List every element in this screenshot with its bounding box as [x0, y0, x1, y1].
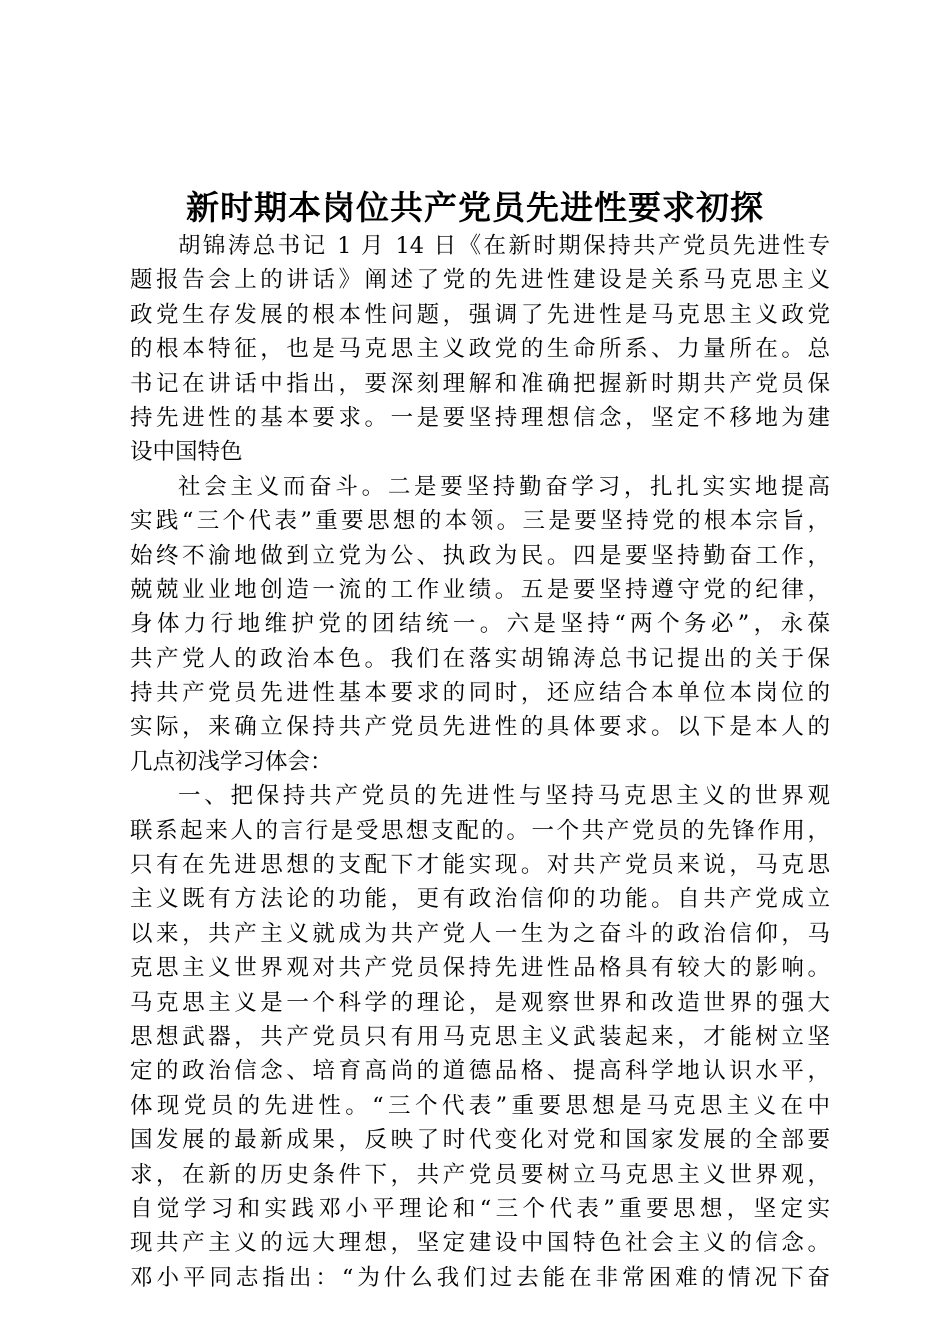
body-line: 以来，共产主义就成为共产党人一生为之奋斗的政治信仰，马: [130, 920, 830, 947]
body-line: 政党生存发展的根本性问题，强调了先进性是马克思主义政党: [130, 301, 830, 328]
body-line: 只有在先进思想的支配下才能实现。对共产党员来说，马克思: [130, 852, 830, 879]
body-line: 定的政治信念、培育高尚的道德品格、提高科学地认识水平，: [130, 1058, 830, 1085]
body-line: 主义既有方法论的功能，更有政治信仰的功能。自共产党成立: [130, 886, 830, 913]
body-line: 邓小平同志指出：“为什么我们过去能在非常困难的情况下奋: [130, 1264, 830, 1291]
body-line: 国发展的最新成果，反映了时代变化对党和国家发展的全部要: [130, 1127, 830, 1154]
body-line: 始终不渝地做到立党为公、执政为民。四是要坚持勤奋工作，: [130, 542, 830, 569]
body-line: 求，在新的历史条件下，共产党员要树立马克思主义世界观，: [130, 1161, 830, 1188]
body-line: 体现党员的先进性。“三个代表”重要思想是马克思主义在中: [130, 1092, 830, 1119]
body-line: 几点初浅学习体会：: [130, 748, 333, 775]
body-line: 思想武器，共产党员只有用马克思主义武装起来，才能树立坚: [130, 1023, 830, 1050]
body-line: 设中国特色: [130, 439, 243, 466]
body-line: 实践“三个代表”重要思想的本领。三是要坚持党的根本宗旨，: [130, 508, 830, 535]
body-line: 联系起来人的言行是受思想支配的。一个共产党员的先锋作用，: [130, 817, 830, 844]
body-line: 共产党人的政治本色。我们在落实胡锦涛总书记提出的关于保: [130, 645, 830, 672]
body-line: 兢兢业业地创造一流的工作业绩。五是要坚持遵守党的纪律，: [130, 576, 830, 603]
body-line: 身体力行地维护党的团结统一。六是坚持“两个务必”，永葆: [130, 611, 830, 638]
body-line: 马克思主义是一个科学的理论，是观察世界和改造世界的强大: [130, 989, 830, 1016]
body-line: 克思主义世界观对共产党员保持先进性品格具有较大的影响。: [130, 955, 830, 982]
body-line: 题报告会上的讲话》阐述了党的先进性建设是关系马克思主义: [130, 267, 830, 294]
document-title: 新时期本岗位共产党员先进性要求初探: [186, 188, 764, 227]
body-line: 持先进性的基本要求。一是要坚持理想信念，坚定不移地为建: [130, 404, 830, 431]
body-line: 的根本特征，也是马克思主义政党的生命所系、力量所在。总: [130, 336, 830, 363]
body-line: 持共产党员先进性基本要求的同时，还应结合本单位本岗位的: [130, 680, 830, 707]
body-line: 社会主义而奋斗。二是要坚持勤奋学习，扎扎实实地提高: [178, 473, 830, 500]
document-body: [130, 229, 830, 1295]
body-line: 书记在讲话中指出，要深刻理解和准确把握新时期共产党员保: [130, 370, 830, 397]
body-line: 自觉学习和实践邓小平理论和“三个代表”重要思想，坚定实: [130, 1195, 830, 1222]
body-line: 现共产主义的远大理想，坚定建设中国特色社会主义的信念。: [130, 1230, 830, 1257]
body-line: 胡锦涛总书记 1 月 14 日《在新时期保持共产党员先进性专: [178, 233, 830, 259]
body-line: 一、把保持共产党员的先进性与坚持马克思主义的世界观: [178, 783, 830, 810]
body-line: 实际，来确立保持共产党员先进性的具体要求。以下是本人的: [130, 714, 830, 741]
